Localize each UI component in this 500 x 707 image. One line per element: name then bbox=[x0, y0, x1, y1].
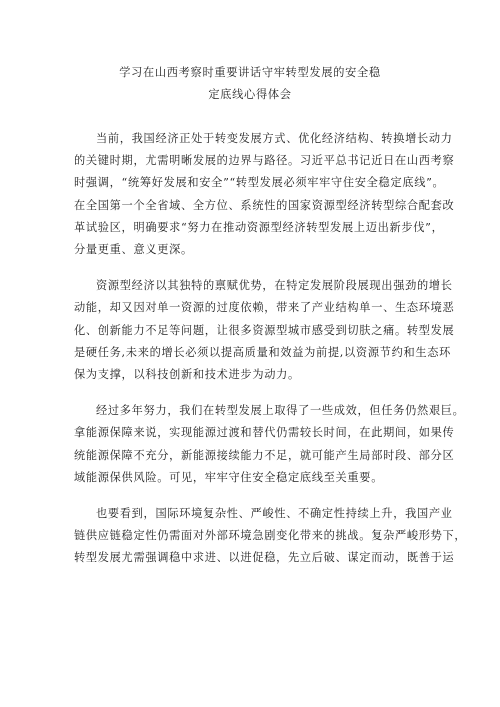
paragraph-line: 也要看到，国际环境复杂性、严峻性、不确定性持续上升，我国产业 bbox=[96, 507, 453, 521]
paragraph-line: 在全国第一个全省域、全方位、系统性的国家资源型经济转型综合配套改 bbox=[74, 198, 455, 212]
paragraph-4 bbox=[74, 503, 467, 570]
paragraph-line: 分量更重、意义更深。 bbox=[74, 243, 193, 257]
paragraph-1 bbox=[74, 128, 455, 261]
document-body bbox=[74, 128, 467, 584]
paragraph-line: 革试验区，明确要求“努力在推动资源型经济转型发展上迈出新步伐”， bbox=[74, 220, 444, 234]
paragraph-line: 当前，我国经济正处于转变发展方式、优化经济结构、转换增长动力 bbox=[96, 132, 453, 145]
document-title bbox=[60, 62, 440, 106]
paragraph-line: 链供应链稳定性仍需面对外部环境急剧变化带来的挑战。复杂严峻形势下， bbox=[74, 529, 467, 543]
paragraph-2 bbox=[74, 275, 455, 386]
paragraph-line: 域能源保供风险。可见，牢牢守住安全稳定底线至关重要。 bbox=[74, 470, 384, 484]
paragraph-line: 时强调，“统筹好发展和安全”“转型发展必须牢牢守住安全稳定底线”。 bbox=[74, 176, 445, 190]
paragraph-line: 动能，却又因对单一资源的过度依赖，带来了产业结构单一、生态环境恶 bbox=[74, 301, 455, 315]
paragraph-line: 统能源保障不充分，新能源接续能力不足，就可能产生局部时段、部分区 bbox=[74, 448, 455, 462]
paragraph-line: 拿能源保障来说，实现能源过渡和替代仍需较长时间，在此期间，如果传 bbox=[74, 426, 455, 440]
title-line: 定底线心得体会 bbox=[208, 88, 292, 102]
paragraph-line: 是硬任务,未来的增长必须以提高质量和效益为前提,以资源节约和生态环 bbox=[74, 345, 452, 359]
paragraph-line: 经过多年努力，我们在转型发展上取得了一些成效，但任务仍然艰巨。 bbox=[96, 404, 465, 418]
title-line: 学习在山西考察时重要讲话守牢转型发展的安全稳 bbox=[119, 66, 381, 79]
paragraph-line: 的关键时期，尤需明晰发展的边界与路径。习近平总书记近日在山西考察 bbox=[74, 154, 455, 168]
paragraph-line: 资源型经济以其独特的禀赋优势，在特定发展阶段展现出强劲的增长 bbox=[96, 279, 453, 293]
paragraph-line: 化、创新能力不足等问题，让很多资源型城市感受到切肤之痛。转型发展 bbox=[74, 323, 455, 337]
paragraph-line: 转型发展尤需强调稳中求进、以进促稳，先立后破、谋定而动，既善于运 bbox=[74, 551, 455, 565]
paragraph-line: 保为支撑，以科技创新和技术进步为动力。 bbox=[74, 368, 300, 382]
paragraph-3 bbox=[74, 400, 465, 489]
